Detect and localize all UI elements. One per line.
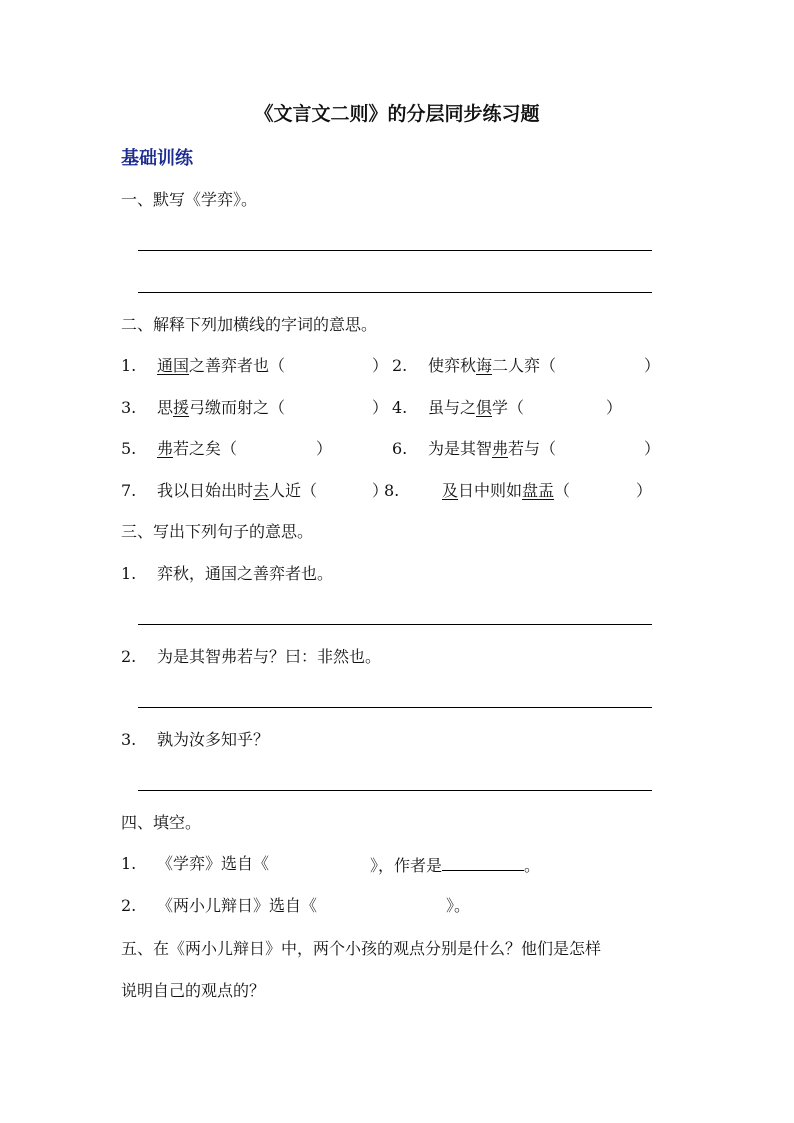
item-post: 日中则如	[458, 481, 523, 500]
item-post: 之善弈者也（	[189, 356, 286, 375]
fill-item-1-rest	[370, 853, 540, 877]
answer-line[interactable]	[138, 624, 652, 625]
answer-line[interactable]	[138, 707, 652, 708]
item-post: 人近（	[269, 481, 318, 500]
fill-item-2-rest: 》。	[446, 896, 471, 915]
fill-item-2	[121, 895, 317, 917]
question-3: 三、写出下列句子的意思。	[121, 522, 314, 541]
item-number: 6.	[392, 439, 408, 458]
item-end: 。	[524, 856, 541, 875]
answer-line[interactable]	[138, 292, 652, 293]
vocab-item-2-close: ）	[644, 356, 661, 375]
item-number: 7.	[121, 481, 137, 500]
item-pre: 虽与之	[428, 398, 477, 417]
item-mid: 》，作者是	[370, 856, 443, 875]
item-underlined: 俱	[476, 398, 493, 417]
vocab-item-7	[121, 480, 317, 502]
item-pre: 我以日始出时	[157, 481, 254, 500]
vocab-item-6-close: ）	[644, 439, 661, 458]
item-underlined: 弗	[157, 439, 174, 458]
item-underlined: 去	[253, 481, 270, 500]
vocab-item-6	[392, 438, 556, 460]
item-number: 2.	[121, 647, 137, 666]
item-number: 2.	[121, 896, 137, 915]
item-text: 孰为汝多知乎？	[157, 730, 270, 749]
item-number: 5.	[121, 439, 137, 458]
item-number: 1.	[121, 854, 137, 873]
item-underlined: 及	[442, 481, 459, 500]
vocab-item-1	[121, 355, 285, 377]
question-1: 一、默写《学弈》。	[121, 190, 258, 209]
vocab-item-5	[121, 438, 237, 460]
item-post: 若与（	[508, 439, 557, 458]
vocab-item-2	[392, 355, 556, 377]
item-text: 弈秋，通国之善弈者也。	[157, 564, 334, 583]
item-number: 4.	[392, 398, 408, 417]
page-title: 《文言文二则》的分层同步练习题	[254, 103, 540, 125]
section-heading: 基础训练	[121, 148, 193, 169]
item-text: 为是其智弗若与？曰：非然也。	[157, 647, 382, 666]
item-underlined: 援	[173, 398, 190, 417]
item-number: 3.	[121, 730, 137, 749]
answer-line[interactable]	[138, 250, 652, 251]
vocab-item-8-number: 8.	[384, 481, 400, 500]
item-underlined: 通国	[157, 356, 190, 375]
vocab-item-3	[121, 397, 285, 419]
vocab-item-4	[392, 397, 524, 419]
item-underlined-2: 盘盂	[522, 481, 555, 500]
author-blank[interactable]	[442, 853, 524, 871]
question-2: 二、解释下列加横线的字词的意思。	[121, 315, 378, 334]
fill-item-1	[121, 853, 269, 875]
question-4: 四、填空。	[121, 813, 202, 832]
item-pre: 《学弈》选自《	[157, 854, 270, 873]
item-pre: 思	[157, 398, 174, 417]
vocab-item-7-close: ）	[372, 481, 389, 500]
item-post: 弓缴而射之（	[189, 398, 286, 417]
item-number: 1.	[121, 356, 137, 375]
item-number: 1.	[121, 564, 137, 583]
vocab-item-8-close: ）	[636, 481, 653, 500]
item-post-2: （	[554, 481, 571, 500]
sentence-item-2	[121, 646, 381, 668]
item-number: 3.	[121, 398, 137, 417]
question-5-line-1: 五、在《两小儿辩日》中，两个小孩的观点分别是什么？他们是怎样	[121, 939, 602, 958]
item-pre: 《两小儿辩日》选自《	[157, 896, 318, 915]
item-pre: 使弈秋	[428, 356, 477, 375]
sentence-item-1	[121, 563, 333, 585]
vocab-item-8	[442, 480, 570, 502]
vocab-item-5-close: ）	[316, 439, 333, 458]
item-underlined: 弗	[492, 439, 509, 458]
item-post: 若之矣（	[173, 439, 238, 458]
sentence-item-3	[121, 729, 269, 751]
item-post: 学（	[492, 398, 525, 417]
answer-line[interactable]	[138, 790, 652, 791]
item-number: 2.	[392, 356, 408, 375]
item-underlined: 诲	[476, 356, 493, 375]
vocab-item-1-close: ）	[372, 356, 389, 375]
item-post: 二人弈（	[492, 356, 557, 375]
question-5-line-2: 说明自己的观点的？	[121, 981, 266, 1000]
item-pre: 为是其智	[428, 439, 493, 458]
vocab-item-4-close: ）	[606, 398, 623, 417]
vocab-item-3-close: ）	[372, 398, 389, 417]
